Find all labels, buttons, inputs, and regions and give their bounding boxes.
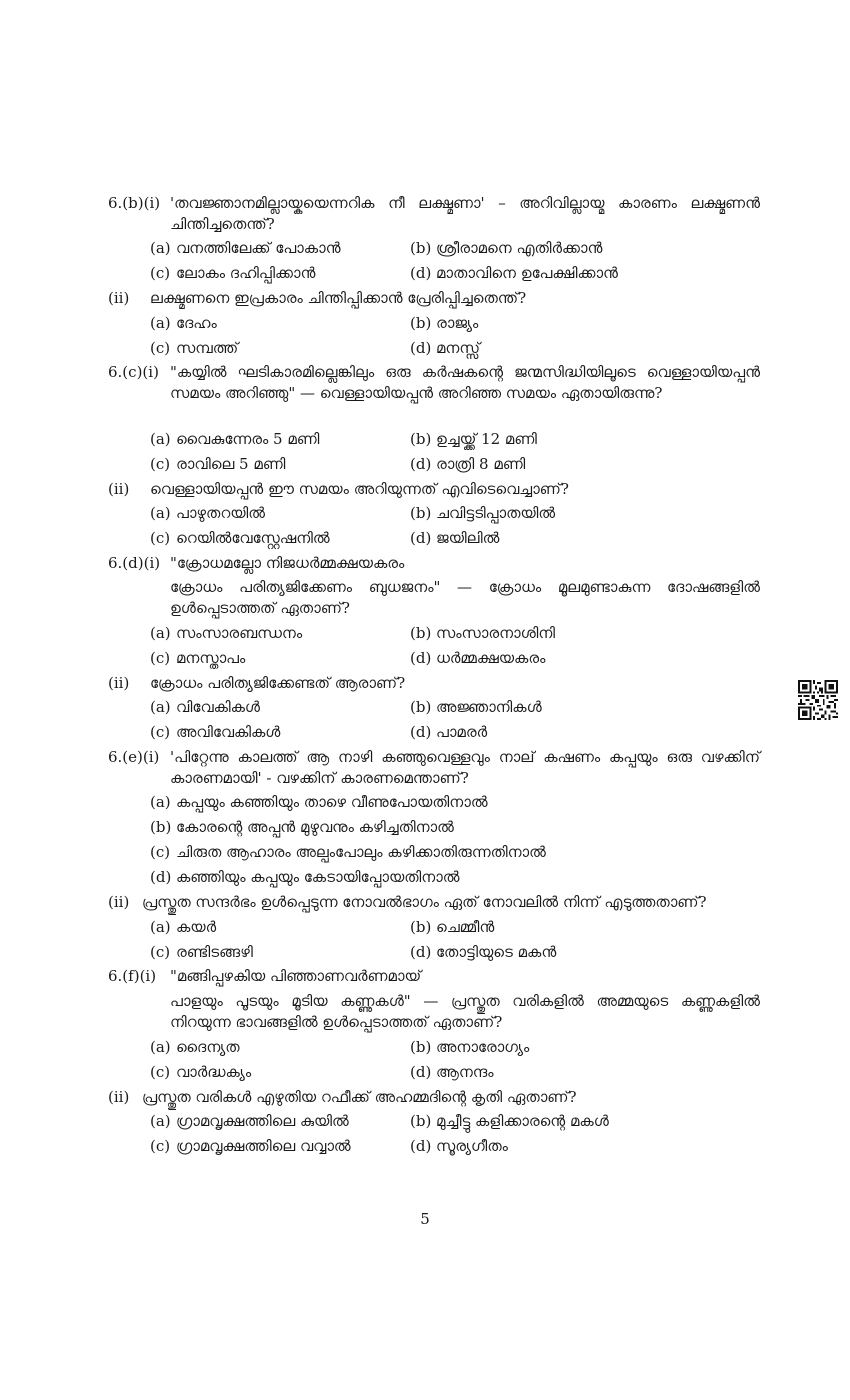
option-c: (c) രാവിലെ 5 മണി: [150, 455, 286, 473]
question-text: ലക്ഷ്മണനെ ഇപ്രകാരം ചിന്തിപ്പിക്കാൻ പ്രേരിപ്പിച്ചതെന്ത്?: [150, 289, 527, 307]
page-number: 5: [420, 1210, 430, 1228]
option-b: (b) കോരന്റെ അപ്പൻ മുഴുവനും കഴിച്ചതിനാൽ: [150, 818, 454, 836]
option-a: (a) സംസാരബന്ധനം: [150, 624, 303, 642]
option-d: (d) ആനന്ദം: [410, 1063, 494, 1081]
option-d: (d) സൂര്യഗീതം: [410, 1137, 508, 1155]
question-number: (ii): [108, 893, 130, 911]
question-number: 6.(d)(i): [108, 554, 161, 572]
option-d: (d) പാമരർ: [410, 723, 488, 741]
option-d: (d) കഞ്ഞിയും കപ്പയും കേടായിപ്പോയതിനാൽ: [150, 868, 460, 886]
question-text: 'പിറ്റേന്നു കാലത്ത് ആ നാഴി കഞ്ഞുവെള്ളവും നാല് കഷണം കപ്പയും ഒരു വഴക്കിന് കാരണമായി' - വഴക്കിന് കാരണമെന്താണ്?: [170, 748, 760, 787]
option-c: (c) ചിരുത ആഹാരം അല്പംപോലും കഴിക്കാതിരുന്നതിനാൽ: [150, 843, 546, 861]
option-a: (a) ഗ്രാമവൃക്ഷത്തിലെ കുയിൽ: [150, 1112, 349, 1130]
question-text-continued: പാളയും പൂടയും മൂടിയ കണ്ണുകൾ" — പ്രസ്തുത വരികളിൽ അമ്മയുടെ കണ്ണുകളിൽ നിറയുന്ന ഭാവങ്ങളിൽ ഉൾപ്പെടാത്തത് ഏതാണ്?: [170, 992, 760, 1031]
option-a: (a) ദേഹം: [150, 314, 217, 332]
qr-code-icon: [798, 680, 838, 720]
option-c: (c) സമ്പത്ത്: [150, 339, 239, 357]
question-text: "മങ്ങിപ്പഴകിയ പിഞ്ഞാണവർണമായ്: [170, 967, 422, 985]
question-number: 6.(f)(i): [108, 967, 157, 985]
option-a: (a) ദൈന്യത: [150, 1038, 240, 1056]
option-c: (c) ഗ്രാമവൃക്ഷത്തിലെ വവ്വാൽ: [150, 1137, 351, 1155]
option-a: (a) വിവേകികൾ: [150, 698, 260, 716]
option-c: (c) ലോകം ദഹിപ്പിക്കാൻ: [150, 264, 316, 282]
question-text: ക്രോധം പരിത്യജിക്കേണ്ടത് ആരാണ്?: [150, 674, 406, 692]
option-b: (b) ചവിട്ടടിപ്പാതയിൽ: [410, 504, 556, 522]
option-d: (d) ധർമ്മക്ഷയകരം: [410, 649, 546, 667]
option-d: (d) മനസ്സ്: [410, 339, 480, 357]
option-c: (c) വാർദ്ധക്യം: [150, 1063, 252, 1081]
question-text: 'തവജ്ഞാനമില്ലായ്കയെന്നറിക നീ ലക്ഷ്മണാ' – അറിവില്ലായ്മ കാരണം ലക്ഷ്മണൻ ചിന്തിച്ചതെന്ത്?: [170, 194, 760, 233]
question-number: 6.(e)(i): [108, 748, 160, 766]
option-b: (b) ശ്രീരാമനെ എതിർക്കാൻ: [410, 239, 603, 257]
option-b: (b) ചെമ്മീൻ: [410, 918, 495, 936]
option-b: (b) മുച്ചീട്ടു കളിക്കാരന്റെ മകൾ: [410, 1112, 609, 1130]
option-d: (d) ജയിലിൽ: [410, 529, 500, 547]
option-b: (b) സംസാരനാശിനി: [410, 624, 555, 642]
question-number: 6.(b)(i): [108, 194, 161, 212]
question-text: "കയ്യിൽ ഘടികാരമില്ലെങ്കിലും ഒരു കർഷകന്റെ ജന്മസിദ്ധിയിലൂടെ വെള്ളായിയപ്പൻ സമയം അറിഞ്ഞു" — വെള്ളായിയപ്പൻ അറിഞ്ഞ സമയം ഏതായിരുന്നു?: [170, 363, 760, 402]
question-number: (ii): [108, 674, 130, 692]
option-a: (a) വനത്തിലേക്ക് പോകാൻ: [150, 239, 341, 257]
option-d: (d) രാത്രി 8 മണി: [410, 455, 526, 473]
option-a: (a) പാഴുതറയിൽ: [150, 504, 265, 522]
question-text-continued: ക്രോധം പരിത്യജിക്കേണം ബുധജനം" — ക്രോധം മൂലമുണ്ടാകുന്ന ദോഷങ്ങളിൽ ഉൾപ്പെടാത്തത് ഏതാണ്?: [170, 578, 760, 617]
option-c: (c) റെയിൽവേസ്റ്റേഷനിൽ: [150, 529, 330, 547]
question-text: പ്രസ്തുത സന്ദർഭം ഉൾപ്പെടുന്ന നോവൽഭാഗം ഏത് നോവലിൽ നിന്ന് എടുത്തതാണ്?: [142, 893, 707, 911]
question-number: (ii): [108, 480, 130, 498]
option-c: (c) അവിവേകികൾ: [150, 723, 281, 741]
question-number: (ii): [108, 289, 130, 307]
option-b: (b) ഉച്ചയ്ക്ക് 12 മണി: [410, 430, 537, 448]
question-number: (ii): [108, 1088, 130, 1106]
option-a: (a) വൈകുന്നേരം 5 മണി: [150, 430, 320, 448]
question-text: പ്രസ്തുത വരികൾ എഴുതിയ റഫീക്ക് അഹമ്മദിന്റെ കൃതി ഏതാണ്?: [142, 1088, 577, 1106]
question-text: വെള്ളായിയപ്പൻ ഈ സമയം അറിയുന്നത് എവിടെവെച്ചാണ്?: [150, 480, 569, 498]
option-a: (a) കപ്പയും കഞ്ഞിയും താഴെ വീണുപോയതിനാൽ: [150, 793, 488, 811]
option-c: (c) മനസ്താപം: [150, 649, 246, 667]
question-number: 6.(c)(i): [108, 363, 159, 381]
option-b: (b) അജ്ഞാനികൾ: [410, 698, 542, 716]
option-a: (a) കയർ: [150, 918, 217, 936]
option-c: (c) രണ്ടിടങ്ങഴി: [150, 943, 253, 961]
option-d: (d) തോട്ടിയുടെ മകൻ: [410, 943, 557, 961]
option-b: (b) രാജ്യം: [410, 314, 479, 332]
option-d: (d) മാതാവിനെ ഉപേക്ഷിക്കാൻ: [410, 264, 618, 282]
question-text: "ക്രോധമല്ലോ നിജധർമ്മക്ഷയകരം: [170, 554, 405, 572]
option-b: (b) അനാരോഗ്യം: [410, 1038, 530, 1056]
